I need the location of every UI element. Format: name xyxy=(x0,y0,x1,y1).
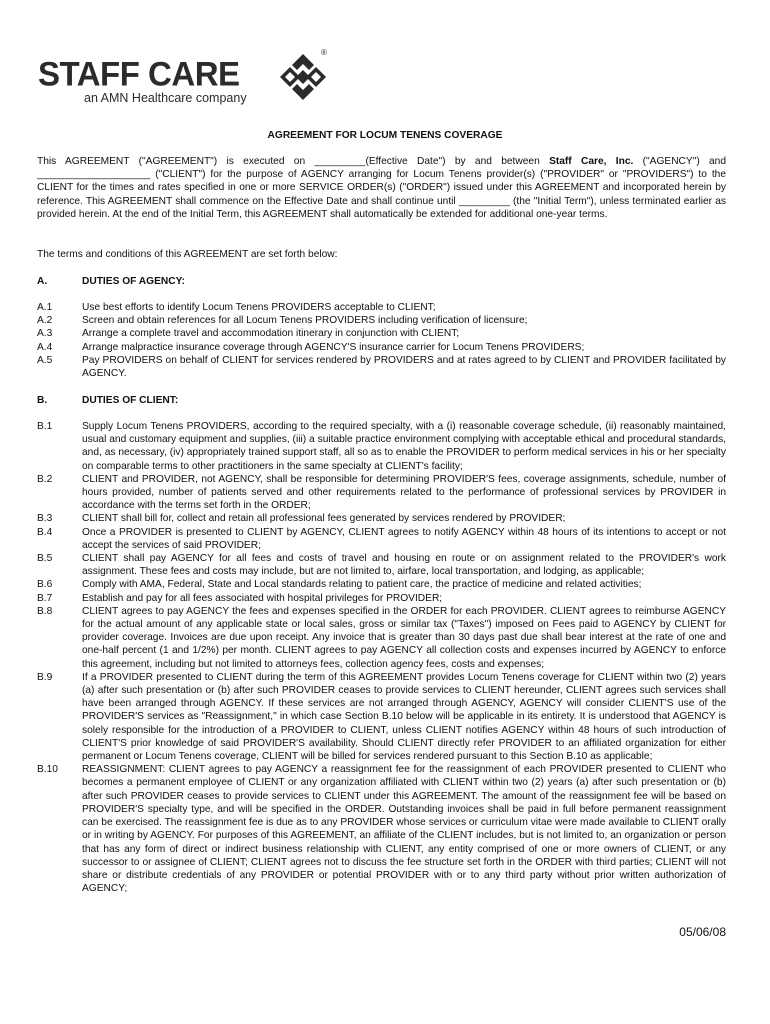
item-text: Once a PROVIDER is presented to CLIENT by AGENCY, CLIENT agrees to notify AGENCY within 48 hours of its intentions to accept or not accept the services of said PROVIDER; xyxy=(82,526,726,551)
logo-wordmark: STAFF CARE xyxy=(38,54,240,93)
item-number: B.8 xyxy=(37,605,53,617)
intro-paragraph xyxy=(37,155,726,221)
list-item xyxy=(37,327,726,340)
item-number: B.2 xyxy=(37,473,53,485)
item-text: Comply with AMA, Federal, State and Local standards relating to patient care, the practice of medicine and related activities; xyxy=(82,579,642,591)
terms-intro: The terms and conditions of this AGREEMENT are set forth below: xyxy=(37,249,338,260)
list-item xyxy=(37,763,726,895)
section-b-items xyxy=(37,420,726,895)
item-number: B.9 xyxy=(37,671,53,683)
item-number: B.5 xyxy=(37,553,53,565)
item-text: Supply Locum Tenens PROVIDERS, according to the required specialty, with a (i) reasonable coverage schedule, (ii) reasonably maintained, usual and customary equipment and supplies, (iii) a suitable practice environment complying with acceptable ethical and procedural standards, and, as necessary, (iv) appropriately trained support staff, all so as to enable the PROVIDER to perform medical services in his or her specialty on comparable terms to other practitioners in the same specialty at CLIENT's facility; xyxy=(82,421,726,472)
item-text: CLIENT shall pay AGENCY for all fees and costs of travel and housing en route or on assignment related to the PROVIDER's work assignment. These fees and costs may include, but are not limited to, airfare, local transportation, and lodging, as applicable; xyxy=(82,553,726,578)
item-text: CLIENT and PROVIDER, not AGENCY, shall be responsible for determining PROVIDER'S fees, coverage assignments, schedule, number of hours provided, number of patients served and other requirements related to the performance of professional services by PROVIDER in accordance with the terms set forth in the ORDER; xyxy=(82,473,726,512)
item-text: CLIENT shall bill for, collect and retain all professional fees generated by services rendered by PROVIDER; xyxy=(82,513,566,525)
intro-text-2: ("AGENCY") and ____________________ ("CLIENT") for the purpose of AGENCY arranging for Locum Tenens provider(s) ("PROVIDER" or "PROVIDERS") to the CLIENT for the times and rates specified in one or more SERVICE ORDER(s) ("ORDER") issued under this AGREEMENT and incorporated herein by reference. This AGREEMENT shall commence on the Effective Date and shall continue until _________ (the "Initial Term"), unless terminated earlier as provided herein. At the end of the Initial Term, this AGREEMENT shall automatically be extended for additional one-year terms. xyxy=(37,156,727,220)
agency-name: Staff Care, Inc. xyxy=(549,156,634,167)
item-number: B.7 xyxy=(37,592,53,604)
staff-care-logo xyxy=(38,48,327,110)
section-a-items xyxy=(37,301,726,380)
logo-tagline: an AMN Healthcare company xyxy=(84,91,247,105)
list-item xyxy=(37,314,726,327)
item-text: Screen and obtain references for all Locum Tenens PROVIDERS including verification of licensure; xyxy=(82,315,528,327)
item-number: A.3 xyxy=(37,328,53,340)
document-title: AGREEMENT FOR LOCUM TENENS COVERAGE xyxy=(267,130,503,141)
item-number: A.1 xyxy=(37,302,53,313)
list-item xyxy=(37,605,726,671)
item-text: Arrange a complete travel and accommodation itinerary in conjunction with CLIENT; xyxy=(82,328,460,340)
item-number: B.6 xyxy=(37,579,53,591)
item-number: B.10 xyxy=(37,764,58,776)
section-number: A. xyxy=(37,276,48,287)
list-item xyxy=(37,512,726,525)
item-number: A.2 xyxy=(37,315,53,327)
item-number: A.4 xyxy=(37,341,53,353)
item-number: B.1 xyxy=(37,421,53,432)
section-label: DUTIES OF CLIENT: xyxy=(82,395,179,406)
list-item xyxy=(37,671,726,763)
intro-text-1: This AGREEMENT ("AGREEMENT") is executed on _________(Effective Date") by and between xyxy=(37,156,550,167)
item-text: CLIENT agrees to pay AGENCY the fees and expenses specified in the ORDER for each PROVIDER. CLIENT agrees to reimburse AGENCY for the actual amount of any applicable state or local sales, gross or similar tax ("Taxes") imposed on Fees paid to AGENCY by CLIENT for provider coverage. Invoices are due upon receipt. Any invoice that is greater than 30 days past due shall bear interest at the rate of one and one-half percent (1 and 1/2%) per month. CLIENT agrees to pay AGENCY all collection costs and expenses incurred by AGENCY to enforce this agreement, including but not limited to attorneys fees, collection agency fees, costs and expenses; xyxy=(82,605,726,670)
item-text: If a PROVIDER presented to CLIENT during the term of this AGREEMENT provides Locum Tenens coverage for CLIENT within two (2) years (a) after such presentation or (b) after such PROVIDER ceases to provide services to CLIENT hereunder, CLIENT agrees such services shall have been arranged through AGENCY. If these services are not arranged through AGENCY, AGENCY will consider CLIENT'S use of the PROVIDER'S services as "Reassignment," in which case Section B.10 below will be applicable in its entirety. It is understood that AGENCY is solely responsible for the introduction of a PROVIDER to CLIENT, unless CLIENT notifies AGENCY within 48 hours of such introduction of CLIENT'S prior knowledge of said PROVIDER'S availability. Should CLIENT directly refer PROVIDER to an affiliated organization for either permanent or Locum Tenens coverage, CLIENT will be billed for services rendered pursuant to this Section B.10 as applicable; xyxy=(82,671,726,763)
section-number: B. xyxy=(37,395,48,406)
item-text: Pay PROVIDERS on behalf of CLIENT for services rendered by PROVIDERS and at rates agreed to by CLIENT and PROVIDER facilitated by AGENCY. xyxy=(82,354,726,380)
item-number: B.4 xyxy=(37,526,53,538)
list-item xyxy=(37,354,726,380)
list-item xyxy=(37,341,726,354)
item-number: B.3 xyxy=(37,513,53,525)
item-text: REASSIGNMENT: CLIENT agrees to pay AGENCY a reassignment fee for the reassignment of each PROVIDER presented to CLIENT who becomes a permanent employee of CLIENT or any organization affiliated with CLIENT within two (2) years (a) after such presentation or (b) after such PROVIDER ceases to provide services to CLIENT under this AGREEMENT. The amount of the reassignment fee will be based on PROVIDER'S specialty type, and will be specified in the ORDER. Outstanding invoices shall be paid in full before permanent reassignment can be exercised. The reassignment fee is due as to any PROVIDER whose services or curriculum vitae were made available to CLIENT orally or in writing by AGENCY. For purposes of this AGREEMENT, an affiliate of the CLIENT includes, but is not limited to, an organization or person that has any form of direct or indirect business relationship with CLIENT, any entity comprised of one or more owners of CLIENT, or any successor to or assignee of CLIENT; CLIENT agrees not to discuss the fee structure set forth in the ORDER with third parties; CLIENT will not share or distribute credentials of any PROVIDER or potential PROVIDER with or to any third party without prior written authorization of AGENCY; xyxy=(82,764,726,895)
list-item xyxy=(37,592,726,605)
list-item xyxy=(37,552,726,578)
section-label: DUTIES OF AGENCY: xyxy=(82,276,186,287)
list-item xyxy=(37,301,726,314)
item-number: A.5 xyxy=(37,354,53,366)
list-item xyxy=(37,420,726,473)
footer-date: 05/06/08 xyxy=(679,925,726,939)
staff-care-mark-icon xyxy=(278,52,328,104)
item-text: Establish and pay for all fees associated with hospital privileges for PROVIDER; xyxy=(82,592,443,604)
list-item xyxy=(37,473,726,513)
list-item xyxy=(37,526,726,552)
list-item xyxy=(37,578,726,591)
item-text: Arrange malpractice insurance coverage through AGENCY'S insurance carrier for Locum Tenens PROVIDERS; xyxy=(82,341,585,353)
registered-mark: ® xyxy=(321,48,327,57)
item-text: Use best efforts to identify Locum Tenens PROVIDERS acceptable to CLIENT; xyxy=(82,302,436,313)
